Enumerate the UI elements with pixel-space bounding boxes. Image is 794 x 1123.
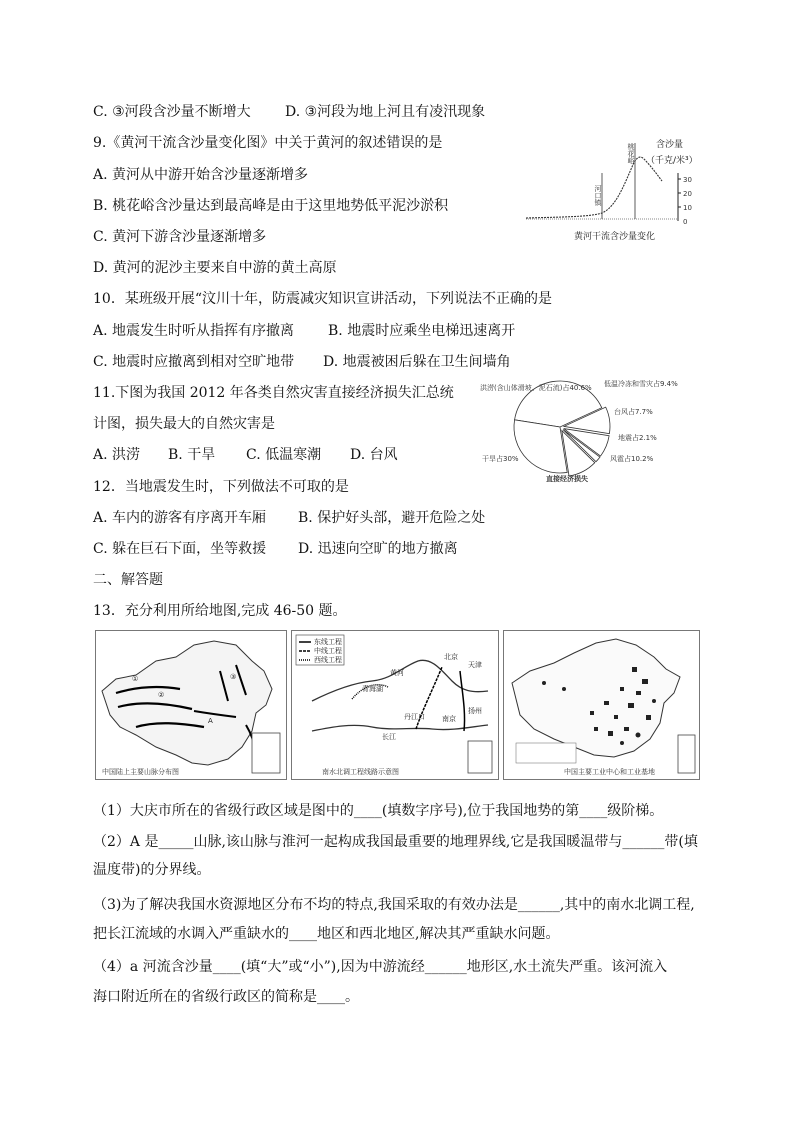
option-c: C. 低温寒潮 — [246, 447, 322, 463]
sub-question-4-line2: 海口附近所在的省级行政区的简称是____。 — [93, 989, 359, 1005]
q10-options-ab — [93, 322, 515, 340]
sub-question-1: （1）大庆市所在的省级行政区域是图中的____(填数字序号),位于我国地势的第____级阶梯。 — [93, 803, 664, 819]
q9-option-d: D. 黄河的泥沙主要来自中游的黄土高原 — [93, 260, 337, 276]
place-beijing: 北京 — [444, 653, 458, 661]
legend-east: 东线工程 — [314, 638, 342, 646]
region-number-2: ② — [158, 691, 165, 699]
region-number-1: ① — [132, 675, 139, 683]
question-9: 9.《黄河干流含沙量变化图》中关于黄河的叙述错误的是 — [93, 135, 443, 151]
slice-drought — [514, 420, 567, 473]
label-hail: 风雹占10.2% — [610, 455, 654, 463]
option-d: D. 地震被困后躲在卫生间墙角 — [323, 354, 511, 370]
y-axis-title: 含沙量 — [656, 140, 684, 150]
q11-options — [93, 446, 398, 464]
place-yangzhou: 扬州 — [468, 707, 482, 715]
place-danjiangkou: 丹江口 — [404, 713, 425, 721]
question-12: 12．当地震发生时，下列做法不可取的是 — [93, 479, 349, 495]
legend-west: 西线工程 — [314, 656, 342, 664]
question-11-line2: 计图，损失最大的自然灾害是 — [93, 416, 275, 432]
q9-option-b: B. 桃花峪含沙量达到最高峰是由于这里地势低平泥沙淤积 — [93, 198, 449, 214]
map-caption-water-diversion: 南水北调工程线路示意图 — [322, 768, 399, 776]
label-flood: 洪涝(含山体滑坡、泥石流)占40.6% — [480, 384, 592, 392]
question-11-line1: 11.下图为我国 2012 年各类自然灾害直接经济损失汇总统 — [93, 385, 454, 401]
sub-question-2-line1: （2）A 是_____山脉,该山脉与淮河一起构成我国最重要的地理界线,它是我国暖温带与______带(填 — [93, 834, 698, 850]
y-tick-30: 30 — [683, 176, 692, 184]
label-drought: 干旱占30% — [482, 455, 519, 463]
map-industry — [503, 630, 700, 780]
option-b: B. 地震时应乘坐电梯迅速离开 — [328, 323, 516, 339]
option-a: A. 车内的游客有序离开车厢 — [93, 510, 267, 526]
mountain-label-a: A — [208, 717, 213, 725]
map-caption-industry: 中国主要工业中心和工业基地 — [564, 768, 655, 776]
legend-middle: 中线工程 — [314, 647, 342, 655]
q10-options-cd — [93, 353, 511, 371]
label-cold: 低温冷冻和雪灾占9.4% — [604, 380, 678, 388]
option-b: B. 保护好头部，避开危险之处 — [298, 510, 486, 526]
place-nanjing: 南京 — [442, 715, 456, 723]
map-water-diversion — [291, 630, 499, 780]
y-axis-unit: （千克/米³） — [646, 156, 698, 166]
section-2-heading: 二、解答题 — [93, 572, 163, 588]
question-13: 13．充分利用所给地图,完成 46-50 题。 — [93, 603, 347, 619]
option-c: C. ③河段含沙量不断增大 — [93, 104, 251, 120]
map-mountains-drawing — [96, 631, 286, 779]
label-taohuayu: 桃花峪 — [627, 143, 635, 164]
region-number-3: ③ — [230, 673, 237, 681]
disaster-loss-pie — [478, 375, 698, 490]
sub-question-3-line1: （3)为了解决我国水资源地区分布不均的特点,我国采取的有效办法是______,其中的南水北调工程, — [93, 897, 695, 913]
y-tick-10: 10 — [683, 204, 692, 212]
option-a: A. 地震发生时听从指挥有序撤离 — [93, 323, 295, 339]
label-typhoon: 台风占7.7% — [614, 408, 653, 416]
option-d: D. 迅速向空旷的地方撤离 — [298, 541, 458, 557]
q9-option-a: A. 黄河从中游开始含沙量逐渐增多 — [93, 167, 309, 183]
q12-options-ab — [93, 509, 485, 527]
label-earthquake: 地震占2.1% — [618, 434, 657, 442]
sub-question-3-line2: 把长江流域的水调入严重缺水的____地区和西北地区,解决其严重缺水问题。 — [93, 926, 560, 942]
label-hekou: 河口镇 — [594, 185, 602, 206]
sub-question-2-line2: 温度带)的分界线。 — [93, 862, 211, 878]
option-d: D. 台风 — [350, 447, 398, 463]
chart-caption: 黄河干流含沙量变化 — [574, 232, 656, 242]
place-qinghai-lake: 青海湖 — [362, 685, 383, 693]
option-c: C. 躲在巨石下面，坐等救援 — [93, 541, 267, 557]
y-tick-20: 20 — [683, 190, 692, 198]
q12-options-cd — [93, 540, 458, 558]
map-industry-drawing — [504, 631, 699, 779]
place-tianjin: 天津 — [468, 661, 482, 669]
map-mountains — [95, 630, 287, 780]
pie-caption: 直接经济损失 — [546, 475, 588, 483]
place-yellow-river: 黄河 — [390, 669, 404, 677]
q9-option-c: C. 黄河下游含沙量逐渐增多 — [93, 229, 267, 245]
q8-options-cd — [93, 103, 485, 121]
option-b: B. 干旱 — [168, 447, 216, 463]
place-yangtze: 长江 — [382, 733, 396, 741]
y-tick-0: 0 — [683, 218, 688, 226]
map-caption-mountains: 中国陆上主要山脉分布图 — [102, 768, 179, 776]
question-10: 10．某班级开展“汶川十年，防震减灾知识宣讲活动，下列说法不正确的是 — [93, 291, 552, 307]
option-a: A. 洪涝 — [93, 447, 141, 463]
map-water-diversion-drawing — [292, 631, 498, 779]
sub-question-4-line1: （4）a 河流含沙量____(填“大”或“小”),因为中游流经______地形区,水土流失严重。该河流入 — [93, 959, 668, 975]
option-d: D. ③河段为地上河且有凌汛现象 — [285, 104, 486, 120]
sediment-chart — [520, 135, 700, 245]
option-c: C. 地震时应撤离到相对空旷地带 — [93, 354, 295, 370]
